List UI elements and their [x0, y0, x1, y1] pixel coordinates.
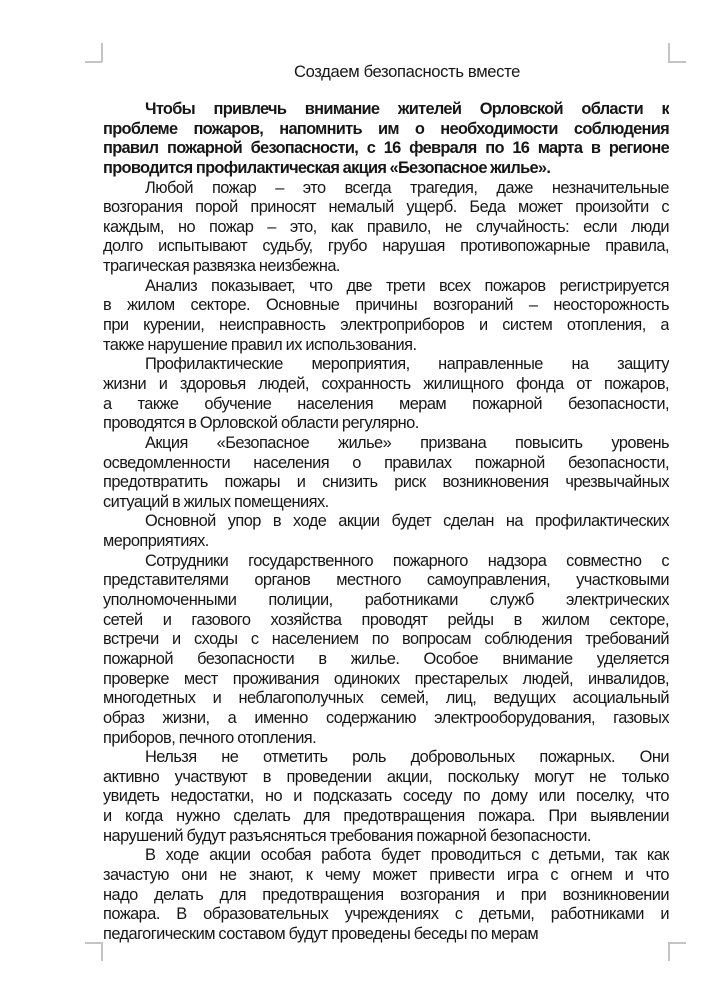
paragraph-line: приборов, печного отопления. — [103, 728, 317, 747]
paragraph-line: нарушений будут разъясняться требования пожарной безопасности. — [103, 826, 591, 845]
paragraph-line: Любой пожар – это всегда трагедия, даже незначительные — [145, 178, 669, 197]
paragraph-line: ситуаций в жилых помещениях. — [103, 492, 329, 511]
paragraph-line: уполномоченными полиции, работниками служб электрических — [103, 591, 669, 610]
paragraph-line: педагогическим составом будут проведены беседы по мерам — [103, 924, 539, 943]
paragraph-line: Анализ показывает, что две трети всех пожаров регистрируется — [145, 276, 669, 295]
paragraph — [103, 277, 669, 356]
paragraph — [103, 846, 669, 944]
paragraph — [103, 748, 669, 846]
crop-mark-top-left — [85, 61, 102, 63]
paragraph-line: каждым, но пожар – это, как правило, не случайность: если люди — [103, 217, 669, 236]
paragraph-line: встречи и сходы с населением по вопросам соблюдения требований — [103, 630, 669, 649]
paragraph-line: многодетных и неблагополучных семей, лиц, ведущих асоциальный — [103, 689, 669, 708]
crop-mark-top-right — [668, 43, 670, 62]
paragraph-line: пожарной безопасности в жилье. Особое внимание уделяется — [103, 649, 669, 668]
paragraph-line: Акция «Безопасное жилье» призвана повысить уровень — [145, 433, 669, 452]
paragraph-line: осведомленности населения о правилах пожарной безопасности, — [103, 453, 669, 472]
paragraph-line: представителями органов местного самоуправления, участковыми — [103, 571, 669, 590]
crop-mark-bottom-right — [668, 942, 670, 961]
paragraph — [103, 355, 669, 434]
paragraph — [103, 434, 669, 513]
crop-mark-top-left — [101, 43, 103, 62]
paragraph-line: мероприятиях. — [103, 532, 209, 551]
paragraph — [103, 552, 669, 748]
paragraph-line: правил пожарной безопасности, с 16 февраля по 16 марта в регионе — [103, 139, 669, 158]
paragraph-line: надо делать для предотвращения возгорания и при возникновении — [103, 885, 669, 904]
paragraph-line: Чтобы привлечь внимание жителей Орловской области к — [145, 100, 669, 118]
lead-paragraph — [103, 100, 669, 179]
paragraph-line: Нельзя не отметить роль добровольных пожарных. Они — [145, 748, 669, 767]
crop-mark-top-right — [668, 61, 686, 63]
paragraph-line: проводятся в Орловской области регулярно. — [103, 414, 419, 433]
paragraph-line: активно участвуют в проведении акции, поскольку могут не только — [103, 767, 669, 786]
paragraph-line: долго испытывают судьбу, грубо нарушая противопожарные правила, — [103, 237, 669, 256]
paragraph — [103, 512, 669, 551]
document-title: Создаем безопасность вместе — [293, 62, 521, 81]
paragraph-line: и когда нужно сделать для предотвращения пожара. При выявлении — [103, 807, 669, 826]
paragraph-line: жизни и здоровья людей, сохранность жилищного фонда от пожаров, — [103, 374, 669, 393]
paragraph-line: в жилом секторе. Основные причины возгораний – неосторожность — [103, 296, 669, 315]
paragraph-line: при курении, неисправность электроприборов и систем отопления, а — [103, 316, 669, 335]
crop-mark-bottom-right — [668, 942, 686, 944]
paragraph-line: образ жизни, а именно содержанию электрооборудования, газовых — [103, 708, 669, 727]
paragraph-line: возгорания порой приносят немалый ущерб. Беда может произойти с — [103, 198, 669, 217]
paragraph-line: сетей и газового хозяйства проводят рейды в жилом секторе, — [103, 610, 669, 629]
document-body — [103, 100, 669, 945]
paragraph-line: также нарушение правил их использования. — [103, 335, 417, 354]
paragraph-line: пожара. В образовательных учреждениях с детьми, работниками и — [103, 905, 669, 924]
paragraph-line: Профилактические мероприятия, направленные на защиту — [145, 355, 669, 374]
paragraph-line: а также обучение населения мерам пожарной безопасности, — [103, 394, 669, 413]
paragraph-line: В ходе акции особая работа будет проводиться с детьми, так как — [145, 846, 669, 865]
paragraph-line: проблеме пожаров, напомнить им о необходимости соблюдения — [103, 119, 669, 138]
paragraph-line: увидеть недостатки, но и подсказать соседу по дому или поселку, что — [103, 787, 669, 806]
crop-mark-bottom-left — [101, 942, 103, 961]
paragraph-line: трагическая развязка неизбежна. — [103, 257, 340, 276]
crop-mark-bottom-left — [85, 942, 102, 944]
paragraph-line: зачастую они не знают, к чему может привести игра с огнем и что — [103, 865, 669, 884]
paragraph-line: Основной упор в ходе акции будет сделан на профилактических — [145, 512, 669, 531]
paragraph-line: предотвратить пожары и снизить риск возникновения чрезвычайных — [103, 473, 669, 492]
paragraph-line: Сотрудники государственного пожарного надзора совместно с — [145, 551, 669, 570]
paragraph — [103, 179, 669, 277]
paragraph-line: проводится профилактическая акция «Безопасное жилье». — [103, 158, 551, 177]
paragraph-line: проверке мест проживания одиноких престарелых людей, инвалидов, — [103, 669, 669, 688]
